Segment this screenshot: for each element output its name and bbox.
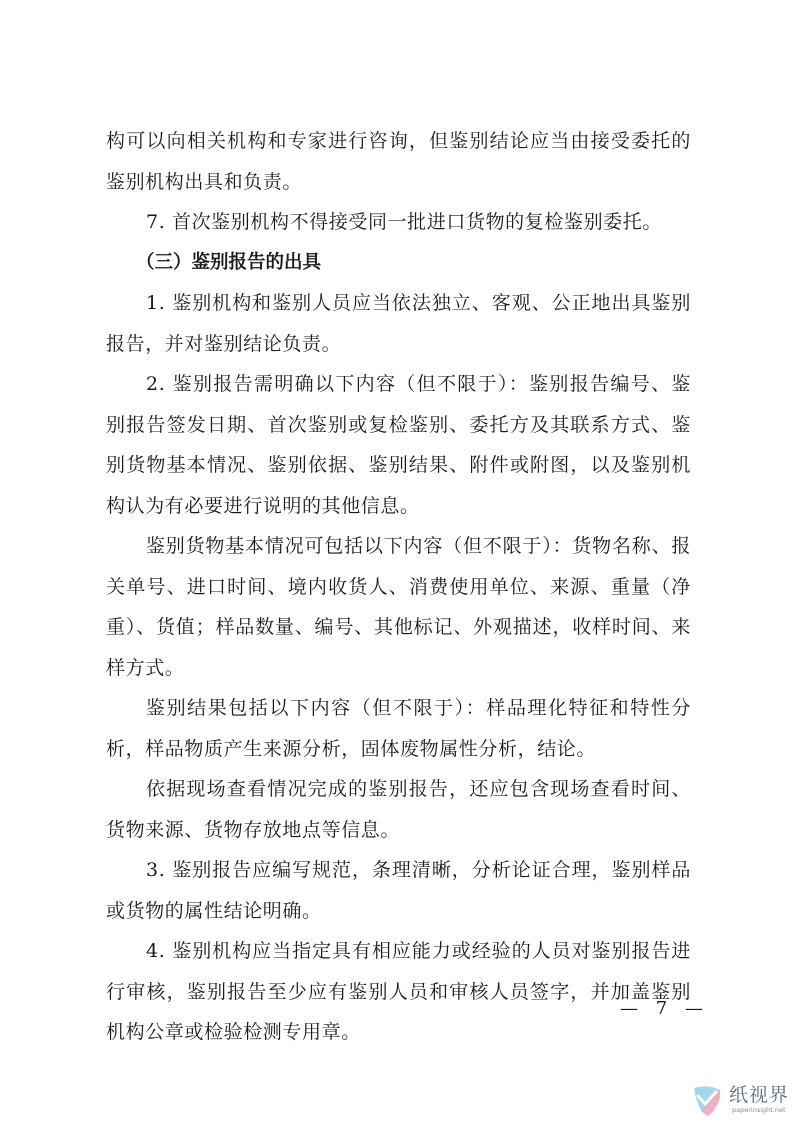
paragraph-item-1: 1. 鉴别机构和鉴别人员应当依法独立、客观、公正地出具鉴别报告，并对鉴别结论负责。 (106, 292, 691, 355)
section-heading: （三）鉴别报告的出具 (136, 251, 322, 273)
paragraph-site-inspection: 依据现场查看情况完成的鉴别报告，还应包含现场查看时间、货物来源、货物存放地点等信息。 (106, 778, 691, 841)
paragraph-item-3: 3. 鉴别报告应编写规范，条理清晰，分析论证合理，鉴别样品或货物的属性结论明确。 (106, 859, 691, 922)
watermark-url: paperinsight.net (732, 1106, 786, 1114)
page-number: — 7 — (620, 998, 709, 1019)
document-body (106, 121, 691, 1053)
paragraph-item-7: 7. 首次鉴别机构不得接受同一批进口货物的复检鉴别委托。 (146, 211, 662, 233)
watermark (688, 1078, 794, 1123)
paragraph-item-2: 2. 鉴别报告需明确以下内容（但不限于）：鉴别报告编号、鉴别报告签发日期、首次鉴别或复检鉴别、委托方及其联系方式、鉴别货物基本情况、鉴别依据、鉴别结果、附件或附图，以及鉴别机构认为有必要进行说明的其他信息。 (106, 373, 691, 517)
paperinsight-logo-icon (688, 1082, 728, 1120)
watermark-name: 纸视界 (729, 1084, 790, 1106)
paragraph-results: 鉴别结果包括以下内容（但不限于）：样品理化特征和特性分析，样品物质产生来源分析，固体废物属性分析，结论。 (106, 697, 691, 760)
paragraph-item-4: 4. 鉴别机构应当指定具有相应能力或经验的人员对鉴别报告进行审核，鉴别报告至少应有鉴别人员和审核人员签字，并加盖鉴别机构公章或检验检测专用章。 (106, 940, 691, 1043)
paragraph-continuation: 构可以向相关机构和专家进行咨询，但鉴别结论应当由接受委托的鉴别机构出具和负责。 (106, 130, 691, 193)
paragraph-goods-info: 鉴别货物基本情况可包括以下内容（但不限于）：货物名称、报关单号、进口时间、境内收货人、消费使用单位、来源、重量（净重）、货值；样品数量、编号、其他标记、外观描述，收样时间、来样方式。 (106, 535, 691, 679)
